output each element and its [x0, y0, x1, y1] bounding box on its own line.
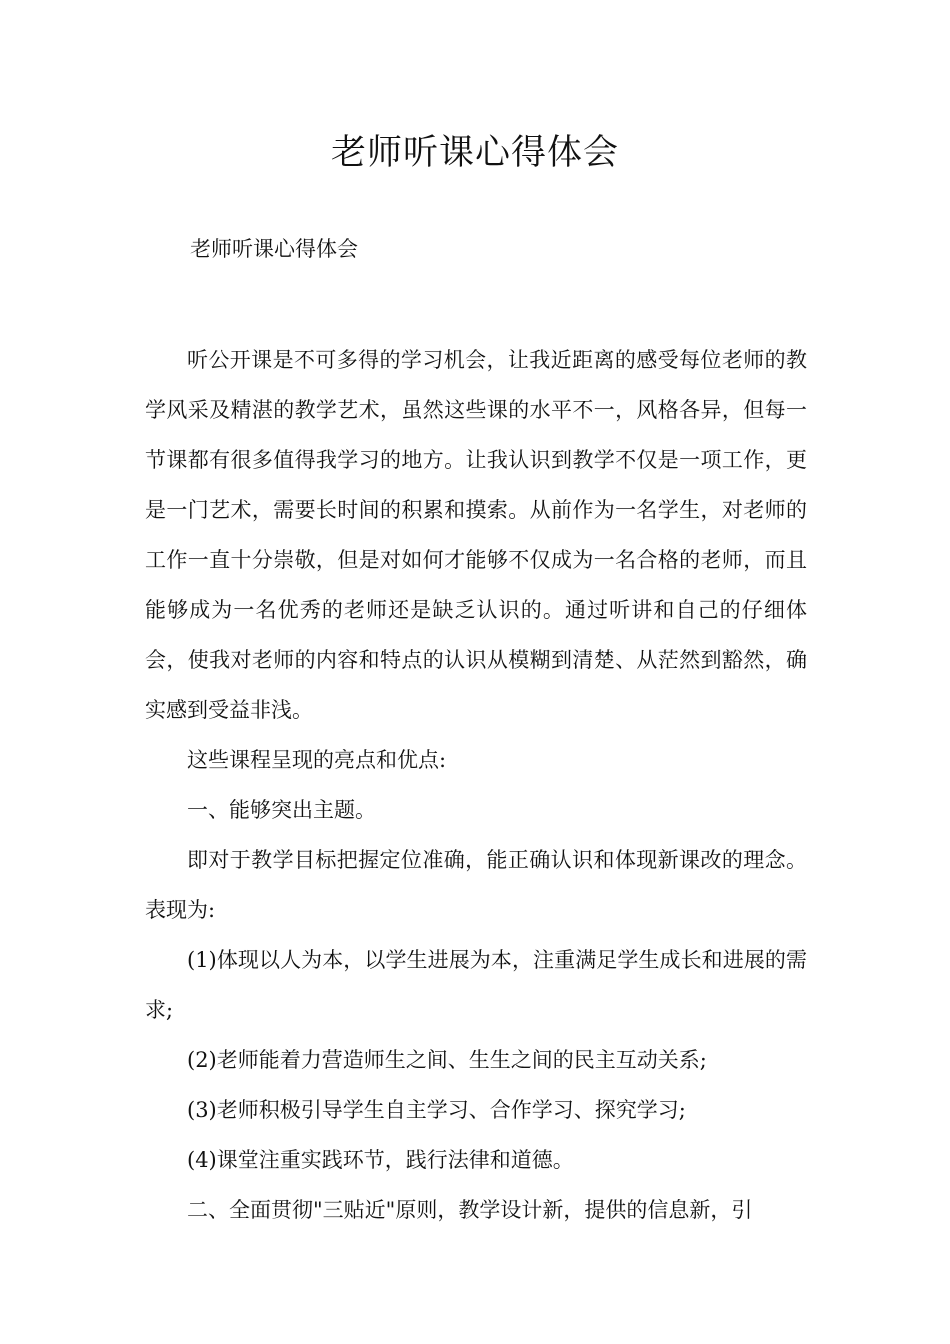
paragraph-highlights-heading: 这些课程呈现的亮点和优点: — [187, 748, 447, 772]
paragraph-item-4: (4)课堂注重实践环节，践行法律和道德。 — [187, 1148, 574, 1172]
document-subtitle: 老师听课心得体会 — [190, 237, 358, 261]
document-title: 老师听课心得体会 — [330, 133, 619, 173]
paragraph-section-two: 二、全面贯彻"三贴近"原则，教学设计新，提供的信息新，引 — [187, 1198, 753, 1222]
paragraph-item-1: (1)体现以人为本，以学生进展为本，注重满足学生成长和进展的需求; — [145, 948, 807, 1022]
document-body — [145, 335, 807, 1235]
paragraph-intro: 听公开课是不可多得的学习机会，让我近距离的感受每位老师的教学风采及精湛的教学艺术，虽然这些课的水平不一，风格各异，但每一节课都有很多值得我学习的地方。让我认识到教学不仅是一项工作，更是一门艺术，需要长时间的积累和摸索。从前作为一名学生，对老师的工作一直十分崇敬，但是对如何才能够不仅成为一名合格的老师，而且能够成为一名优秀的老师还是缺乏认识的。通过听讲和自己的仔细体会，使我对老师的内容和特点的认识从模糊到清楚、从茫然到豁然，确实感到受益非浅。 — [145, 348, 807, 722]
paragraph-section-one-detail: 即对于教学目标把握定位准确，能正确认识和体现新课改的理念。表现为: — [145, 848, 807, 922]
paragraph-item-3: (3)老师积极引导学生自主学习、合作学习、探究学习; — [187, 1098, 686, 1122]
paragraph-item-2: (2)老师能着力营造师生之间、生生之间的民主互动关系; — [187, 1048, 707, 1072]
paragraph-section-one: 一、能够突出主题。 — [187, 798, 376, 822]
